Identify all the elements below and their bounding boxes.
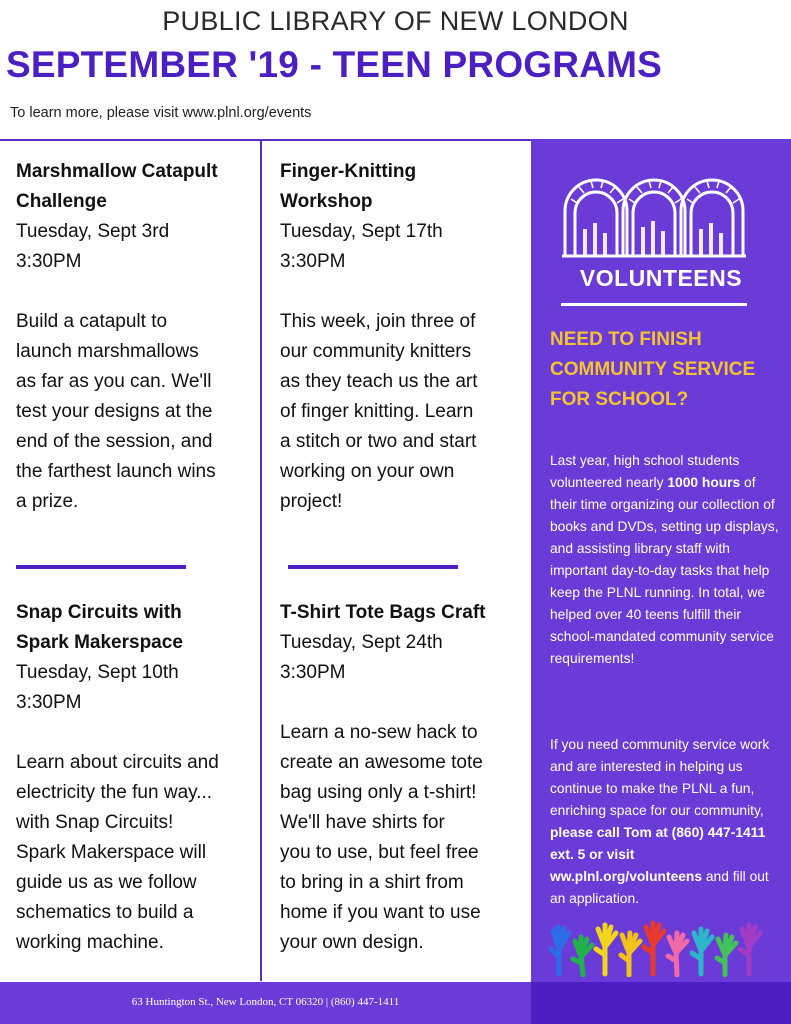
volunteens-panel <box>531 139 791 982</box>
events-link-text: To learn more, please visit www.plnl.org/events <box>10 105 312 121</box>
program-date: Tuesday, Sept 3rd <box>16 221 170 242</box>
program-card <box>280 598 525 958</box>
program-date: Tuesday, Sept 10th <box>16 662 179 683</box>
program-title: Snap Circuits with Spark Makerspace <box>16 602 183 653</box>
volunteens-paragraph-2: If you need community service work and are interested in helping us continue to make the PLNL a fun, enriching space for our community, please call Tom at (860) 447-1411 ext. 5 or visit ww.plnl.org/volunteens and fill out an application. <box>550 737 770 906</box>
program-card <box>16 598 256 958</box>
program-description: Learn about circuits and electricity the fun way... with Snap Circuits! Spark Makerspace will guide us as we follow schematics to build a working machine. <box>16 752 219 953</box>
section-divider <box>16 565 186 569</box>
library-name: PUBLIC LIBRARY OF NEW LONDON <box>162 6 629 36</box>
program-description: Build a catapult to launch marshmallows as far as you can. We'll test your designs at the end of the session, and the farthest launch wins a prize. <box>16 311 216 512</box>
program-time: 3:30PM <box>16 692 82 713</box>
raised-hands-icon <box>549 919 774 977</box>
section-divider <box>288 565 458 569</box>
footer-address: 63 Huntington St., New London, CT 06320 | (860) 447-1411 <box>131 996 400 1008</box>
library-arches-logo-icon <box>559 161 749 261</box>
volunteens-headline: NEED TO FINISH COMMUNITY SERVICE FOR SCHOOL? <box>550 329 756 410</box>
column-divider <box>260 141 262 981</box>
program-date: Tuesday, Sept 24th <box>280 632 443 653</box>
program-description: Learn a no-sew hack to create an awesome tote bag using only a t-shirt! We'll have shirts for you to use, but feel free to bring in a shirt from home if you want to use your own design. <box>280 722 483 953</box>
footer-bar-accent <box>531 982 791 1024</box>
program-time: 3:30PM <box>280 251 346 272</box>
page-title: SEPTEMBER '19 - TEEN PROGRAMS <box>6 44 663 85</box>
volunteens-paragraph-1: Last year, high school students volunteered nearly 1000 hours of their time organizing our collection of books and DVDs, setting up displays, and assisting library staff with important day-to-day tasks that help keep the PLNL running. In total, we helped over 40 teens fulfill their school-mandated community service requirements! <box>550 453 779 666</box>
program-date: Tuesday, Sept 17th <box>280 221 443 242</box>
program-time: 3:30PM <box>280 662 346 683</box>
program-title: T-Shirt Tote Bags Craft <box>280 602 486 623</box>
program-description: This week, join three of our community knitters as they teach us the art of finger knitting. Learn a stitch or two and start working on your own project! <box>280 311 478 512</box>
program-time: 3:30PM <box>16 251 82 272</box>
title-underline <box>561 303 747 306</box>
program-card <box>16 157 256 517</box>
volunteens-title: VOLUNTEENS <box>579 265 743 291</box>
program-title: Finger-Knitting Workshop <box>280 161 417 212</box>
program-title: Marshmallow Catapult Challenge <box>16 161 218 212</box>
top-rule <box>0 139 531 141</box>
program-card <box>280 157 525 517</box>
